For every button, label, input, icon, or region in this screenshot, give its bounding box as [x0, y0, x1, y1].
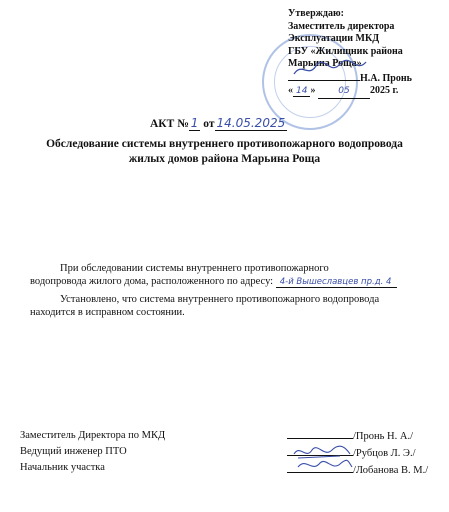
signer-name: /Пронь Н. А./ — [353, 431, 413, 442]
approval-line: Утверждаю: — [288, 8, 344, 19]
act-number: 1 — [190, 116, 199, 130]
act-from-label: от — [203, 118, 215, 130]
signer-name: /Рубцов Л. Э./ — [353, 448, 416, 459]
paragraph-line: Установлено, что система внутреннего противопожарного водопровода — [60, 294, 380, 305]
title-line: жилых домов района Марьина Роща — [128, 153, 321, 165]
paragraph-line: находится в исправном состоянии. — [30, 307, 185, 318]
approval-date-row — [288, 85, 412, 99]
approval-signer: Н.А. Пронь — [360, 72, 412, 84]
approval-line: Марьина Роща» — [288, 58, 362, 69]
act-header — [150, 116, 287, 130]
address-value: 4-й Вышеславцев пр.д. 4 — [276, 277, 398, 288]
approval-line: Заместитель директора — [288, 20, 395, 32]
title-line: Обследование системы внутреннего противопожарного водопровода — [46, 138, 403, 150]
signature-scribble-lobanova — [294, 455, 354, 475]
paragraph-text: водопровода жилого дома, расположенного по адресу: — [30, 276, 274, 287]
approval-line: Эксплуатации МКД — [288, 33, 380, 44]
signature-roles — [20, 428, 165, 476]
approval-line: ГБУ «Жилищник района — [288, 45, 403, 57]
approval-day: 14 — [293, 86, 310, 97]
approval-block — [288, 8, 412, 99]
signer-role: Заместитель Директора по МКД — [20, 430, 166, 441]
document-body — [30, 262, 440, 319]
paragraph-line — [30, 275, 440, 289]
act-date: 14.05.2025 — [216, 116, 286, 130]
approval-signature — [290, 58, 370, 80]
signer-role: Начальник участка — [20, 462, 105, 473]
paragraph-line: При обследовании системы внутреннего противопожарного — [60, 263, 329, 274]
approval-year: 2025 г. — [369, 85, 399, 96]
document-title — [0, 137, 449, 167]
act-label: АКТ № — [150, 118, 189, 130]
signer-name: /Лобанова В. М./ — [353, 465, 429, 476]
approval-month: 05 — [318, 85, 370, 99]
signature-line — [287, 428, 353, 439]
date-quote: » — [310, 85, 316, 96]
signer-role: Ведущий инженер ПТО — [20, 446, 127, 457]
date-quote: « — [288, 85, 293, 96]
